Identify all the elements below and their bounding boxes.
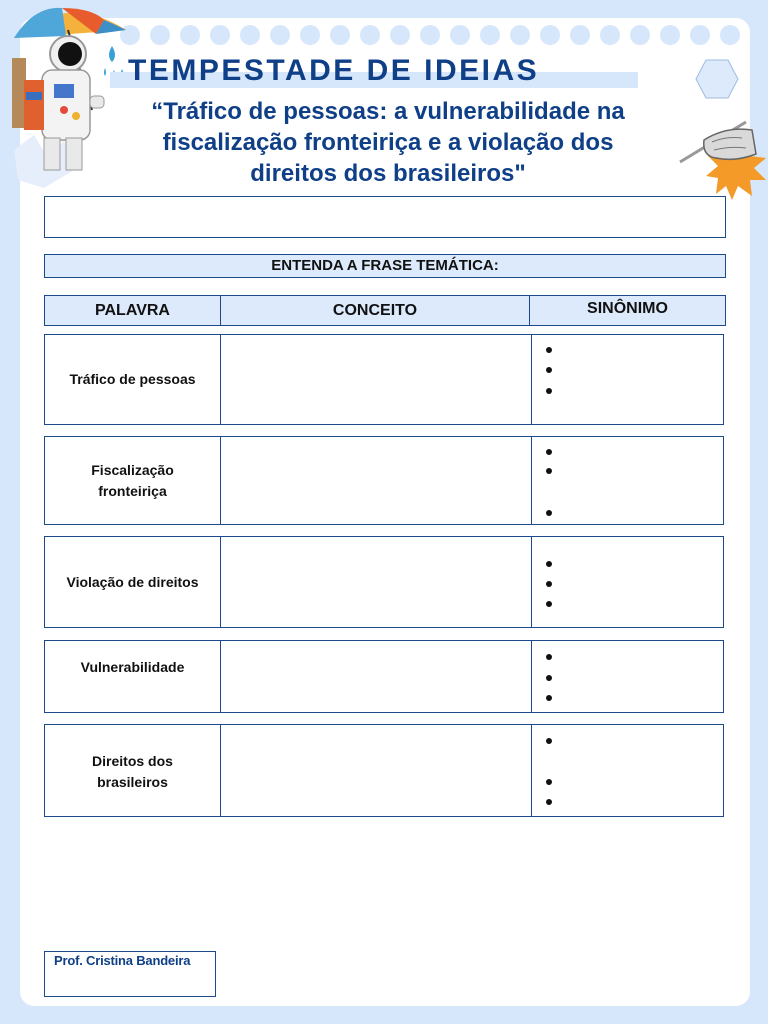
word-cell <box>44 536 221 628</box>
word-label: brasileiros <box>97 774 168 790</box>
bullet-point <box>546 449 552 455</box>
hand-holding-pencil-icon <box>676 112 768 204</box>
bullet-point <box>546 654 552 660</box>
bullet-point <box>546 561 552 567</box>
column-header-sinonimo: SINÔNIMO <box>529 295 726 326</box>
column-header-palavra: PALAVRA <box>44 295 221 326</box>
bullet-point <box>546 367 552 373</box>
theme-sentence-line: fiscalização fronteiriça e a violação dos <box>162 129 614 156</box>
synonym-cell[interactable] <box>531 724 724 817</box>
bullet-point <box>546 388 552 394</box>
word-cell <box>44 334 221 425</box>
bullet-point <box>546 347 552 353</box>
section-label: ENTENDA A FRASE TEMÁTICA: <box>44 254 726 278</box>
word-label: fronteiriça <box>98 482 167 499</box>
hexagon-icon <box>694 58 740 100</box>
answer-box[interactable] <box>44 196 726 238</box>
concept-cell[interactable] <box>220 436 532 525</box>
bullet-point <box>546 738 552 744</box>
bullet-point <box>546 468 552 474</box>
concept-cell[interactable] <box>220 334 532 425</box>
bullet-point <box>546 799 552 805</box>
synonym-cell[interactable] <box>531 640 724 713</box>
page-title: TEMPESTADE DE IDEIAS <box>128 54 540 87</box>
author-name: Prof. Cristina Bandeira <box>54 953 191 968</box>
bullet-point <box>546 695 552 701</box>
concept-cell[interactable] <box>220 640 532 713</box>
concept-cell[interactable] <box>220 536 532 628</box>
column-header-conceito: CONCEITO <box>220 295 530 326</box>
concept-cell[interactable] <box>220 724 532 817</box>
word-label: Vulnerabilidade <box>80 659 185 675</box>
word-label: Direitos dos <box>92 753 173 769</box>
bullet-point <box>546 675 552 681</box>
synonym-cell[interactable] <box>531 436 724 525</box>
theme-sentence-line: “Tráfico de pessoas: a vulnerabilidade na <box>151 98 625 125</box>
synonym-cell[interactable] <box>531 536 724 628</box>
word-cell <box>44 640 221 713</box>
word-label: Fiscalização <box>91 461 174 478</box>
theme-sentence <box>110 96 666 189</box>
bullet-point <box>546 510 552 516</box>
bullet-point <box>546 601 552 607</box>
binder-holes <box>120 25 750 45</box>
bullet-point <box>546 581 552 587</box>
bullet-point <box>546 779 552 785</box>
word-label: Tráfico de pessoas <box>69 371 196 387</box>
word-cell <box>44 724 221 817</box>
synonym-cell[interactable] <box>531 334 724 425</box>
word-label: Violação de direitos <box>66 573 199 590</box>
theme-sentence-line: direitos dos brasileiros" <box>250 160 526 187</box>
word-cell <box>44 436 221 525</box>
